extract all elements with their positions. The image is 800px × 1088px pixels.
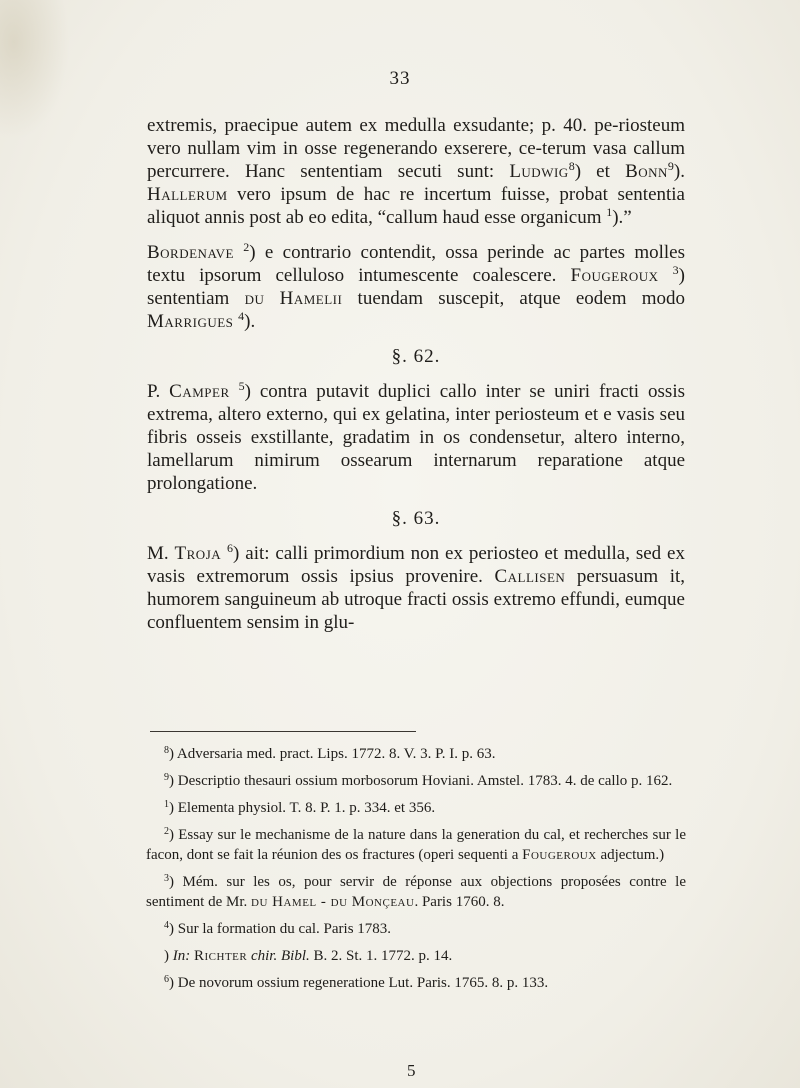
- footnote-ref: 5: [238, 379, 245, 393]
- footnote-ref: 4: [238, 309, 245, 323]
- author-name: Hamelii: [279, 288, 343, 309]
- author-name: du: [244, 288, 265, 309]
- text-run: ).: [244, 311, 256, 332]
- section-heading-63: §. 63.: [391, 508, 441, 529]
- footnote: [146, 771, 686, 791]
- footnote: [146, 919, 686, 939]
- italic-text: chir. Bibl.: [250, 948, 310, 964]
- paragraph-2: [147, 241, 685, 333]
- text-run: . Paris 1760. 8.: [414, 894, 505, 910]
- text-run: [264, 288, 279, 309]
- footnote-ref: 2: [243, 240, 250, 254]
- text-run: M.: [147, 543, 175, 564]
- author-name: Hallerum: [147, 184, 228, 205]
- footnote-ref: 9: [164, 772, 169, 783]
- text-run: [234, 242, 243, 263]
- main-text: [147, 114, 685, 646]
- paragraph-63: [147, 542, 685, 634]
- text-run: ) Adversaria med. pract. Lips. 1772. 8. V. 3. P. I. p. 63.: [169, 746, 496, 762]
- footnote-ref: 9: [667, 159, 674, 173]
- text-run: ).”: [612, 207, 632, 228]
- text-run: extremis, praecipue autem ex medulla exsudante; p. 40. pe-riosteum vero nullam vim in osse regenerando exserere, ce-terum vasa callum percurrere. Hanc sententiam secuti sunt:: [147, 115, 685, 182]
- paragraph-1: [147, 114, 685, 229]
- text-run: tuendam suscepit, atque eodem modo: [342, 288, 685, 309]
- text-run: ) sententiam: [147, 265, 685, 309]
- footnote-ref: 6: [164, 974, 169, 985]
- text-run: persuasum it, humorem sanguineum ab utroque fracti ossis extremo effundi, eumque confluentem sensim in glu-: [147, 566, 685, 633]
- text-run: [659, 265, 673, 286]
- author-name: Marrigues: [147, 311, 234, 332]
- author-name: Fougeroux: [522, 847, 597, 863]
- author-name: Fougeroux: [570, 265, 659, 286]
- author-name: du Hamel - du Monçeau: [251, 894, 415, 910]
- footnote: [146, 872, 686, 912]
- author-name: Bordenave: [147, 242, 234, 263]
- text-run: ) ait: calli primordium non ex periosteo et medulla, sed ex vasis extremorum ossis ipsius provenire.: [147, 543, 685, 587]
- text-run: ) Sur la formation du cal. Paris 1783.: [169, 921, 392, 937]
- footnote: [146, 825, 686, 865]
- text-run: ) e contrario contendit, ossa perinde ac partes molles textu ipsorum celluloso intumescente coalescere.: [147, 242, 685, 286]
- footnote: [146, 973, 686, 993]
- text-run: B. 2. St. 1. 1772. p. 14.: [309, 948, 453, 964]
- text-run: ): [164, 948, 173, 964]
- italic-text: In:: [172, 948, 191, 964]
- author-name: Troja: [174, 543, 222, 564]
- footnote-ref: 3: [672, 263, 679, 277]
- footnote-ref: 1: [606, 205, 613, 219]
- footnote: [146, 798, 686, 818]
- footnote: [146, 744, 686, 764]
- footnote-ref: 1: [164, 799, 169, 810]
- text-run: ) De novorum ossium regeneratione Lut. Paris. 1765. 8. p. 133.: [169, 975, 549, 991]
- text-run: ) contra putavit duplici callo inter se uniri fracti ossis extrema, altero externo, qui ex gelatina, inter periosteum et e vasis seu fibris osseis exstillante, gradatim in os condensetur, altero interno, lamellarum nimirum ossearum internarum reparatione atque prolongatione.: [147, 381, 685, 494]
- text-run: ) Elementa physiol. T. 8. P. 1. p. 334. et 356.: [169, 800, 436, 816]
- text-run: [230, 381, 239, 402]
- footnote-ref: 8: [568, 159, 575, 173]
- footnote-ref: 3: [164, 873, 169, 884]
- text-run: ).: [673, 161, 685, 182]
- author-name: Callisen: [494, 566, 566, 587]
- text-run: ) Descriptio thesauri ossium morbosorum Hoviani. Amstel. 1783. 4. de callo p. 162.: [169, 773, 673, 789]
- paragraph-62: [147, 380, 685, 495]
- author-name: Camper: [169, 381, 230, 402]
- footnote-ref: 4: [164, 920, 169, 931]
- text-run: adjectum.): [596, 847, 665, 863]
- footnote: [146, 946, 686, 966]
- footnote-ref: 2: [164, 826, 169, 837]
- text-run: vero ipsum de hac re incertum fuisse, probat sententia aliquot annis post ab eo edita, “callum haud esse organicum: [147, 184, 685, 228]
- page-number: 33: [389, 68, 411, 89]
- text-run: ) Essay sur le mechanisme de la nature dans la generation du cal, et recherches sur le facon, dont se fait la réunion des os fractures (operi sequenti a: [146, 827, 686, 863]
- footnote-ref: 6: [227, 541, 234, 555]
- footnote-rule: [150, 731, 416, 732]
- author-name: Richter: [194, 948, 248, 964]
- footnote-ref: 8: [164, 745, 169, 756]
- signature-number: 5: [407, 1061, 416, 1080]
- author-name: Bonn: [625, 161, 668, 182]
- footnotes: [146, 744, 686, 1000]
- text-run: ) Mém. sur les os, pour servir de réponse aux objections proposées contre le sentiment de Mr.: [146, 874, 686, 910]
- author-name: Ludwig: [509, 161, 569, 182]
- text-run: ) et: [574, 161, 626, 182]
- text-run: P.: [147, 381, 170, 402]
- section-heading-62: §. 62.: [391, 346, 441, 367]
